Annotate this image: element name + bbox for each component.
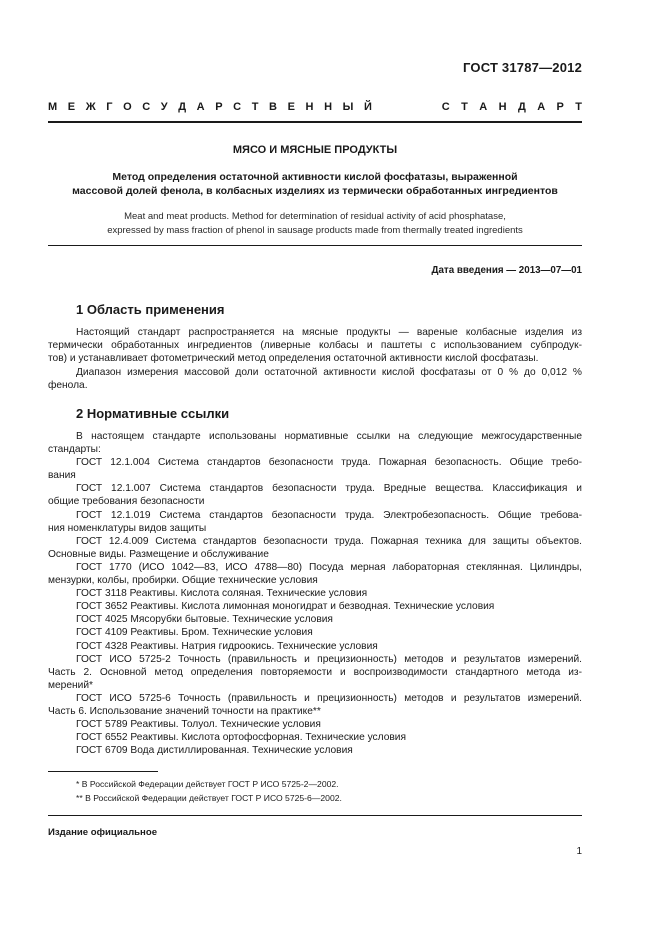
footnote-2: ** В Российской Федерации действует ГОСТ Р ИСО 5725-6—2002.: [76, 793, 342, 803]
banner-letter: Р: [215, 101, 223, 113]
document-code: ГОСТ 31787—2012: [463, 60, 582, 75]
title-rule: [48, 245, 582, 246]
reference-line: ГОСТ 4109 Реактивы. Бром. Технические условия: [76, 627, 313, 639]
section-1-paragraph-1: [48, 326, 582, 366]
banner-letter: С: [233, 101, 242, 113]
banner-letter: С: [142, 101, 151, 113]
reference-line: стандарты:: [48, 444, 101, 456]
banner-letter: О: [123, 101, 132, 113]
banner-letter: М: [48, 101, 58, 113]
header-rule: [48, 121, 582, 123]
reference-line: ГОСТ ИСО 5725-6 Точность (правильность и прецизионность) методов и результатов измерений.: [76, 692, 582, 704]
text-line: тов) и устанавливает фотометрический метод определения остаточной активности кислой фосфатазы.: [48, 353, 539, 365]
banner-letter: В: [269, 101, 277, 113]
banner-letter: Ы: [342, 101, 354, 113]
text-line: Настоящий стандарт распространяется на мясные продукты — вареные колбасные изделия из: [76, 327, 582, 338]
section-1-heading: 1 Область применения: [76, 302, 225, 317]
reference-line: В настоящем стандарте использованы нормативные ссылки на следующие межгосударственные: [76, 431, 582, 442]
reference-line: ГОСТ 12.1.007 Система стандартов безопасности труда. Вредные вещества. Классификация и: [76, 483, 582, 495]
text-line: термически обработанных ингредиентов (ливерные колбасы и паштеты с использованием субпродук-: [48, 340, 582, 352]
reference-line: Часть 2. Основной метод определения повторяемости и воспроизводимости стандартного метода из-: [48, 666, 582, 678]
banner-letter: Й: [363, 101, 372, 113]
reference-line: ГОСТ 6552 Реактивы. Кислота ортофосфорная. Технические условия: [76, 732, 406, 744]
reference-line: Основные виды. Размещение и обслуживание: [48, 548, 269, 560]
footer-rule: [48, 815, 582, 816]
banner-letter: Т: [461, 101, 468, 113]
text-line: Диапазон измерения массовой доли остаточной активности кислой фосфатазы от 0 % до 0,012 %: [76, 367, 582, 378]
reference-line: Часть 6. Использование значений точности на практике**: [48, 705, 321, 717]
reference-line: ГОСТ 4025 Мясорубки бытовые. Технические условия: [76, 614, 333, 626]
banner-letter: У: [160, 101, 168, 113]
banner-letter: Н: [305, 101, 314, 113]
english-title-line: expressed by mass fraction of phenol in sausage products made from thermally treated ingredients: [107, 225, 523, 236]
reference-line: ГОСТ 3652 Реактивы. Кислота лимонная моногидрат и безводная. Технические условия: [76, 601, 495, 613]
banner-letter: Н: [324, 101, 333, 113]
banner-letter: Г: [106, 101, 113, 113]
reference-line: ГОСТ 4328 Реактивы. Натрия гидроокись. Технические условия: [76, 640, 378, 652]
reference-line: ГОСТ 3118 Реактивы. Кислота соляная. Технические условия: [76, 588, 368, 600]
banner-letter: С: [441, 101, 450, 113]
banner-letter: Т: [251, 101, 259, 113]
banner-left: [48, 101, 372, 113]
subtitle-line: Метод определения остаточной активности кислой фосфатазы, выраженной: [112, 171, 518, 183]
reference-line: ГОСТ 12.1.004 Система стандартов безопасности труда. Пожарная безопасность. Общие требо-: [76, 457, 582, 469]
banner-letter: Е: [67, 101, 76, 113]
reference-line: ГОСТ 12.4.009 Система стандартов безопасности труда. Пожарная техника для защиты объектов.: [76, 535, 582, 547]
banner-letter: Н: [498, 101, 507, 113]
reference-line: мерений*: [48, 679, 93, 691]
banner-letter: Д: [178, 101, 187, 113]
reference-line: вания: [48, 470, 76, 482]
banner-letter: Р: [556, 101, 564, 113]
document-title: МЯСО И МЯСНЫЕ ПРОДУКТЫ: [232, 144, 398, 156]
reference-line: общие требования безопасности: [48, 496, 205, 508]
standard-banner: [48, 101, 582, 113]
banner-letter: Д: [517, 101, 526, 113]
english-title: [48, 210, 582, 238]
banner-letter: А: [479, 101, 488, 113]
reference-line: ния номенклатуры видов защиты: [48, 522, 207, 534]
text-line: фенола.: [48, 380, 88, 392]
banner-letter: Ж: [85, 101, 96, 113]
page-number: 1: [576, 846, 582, 857]
edition-note: Издание официальное: [48, 827, 158, 838]
introduction-date: Дата введения — 2013—07—01: [431, 265, 582, 276]
banner-letter: Т: [575, 101, 582, 113]
banner-letter: А: [537, 101, 546, 113]
reference-line: ГОСТ 1770 (ИСО 1042—83, ИСО 4788—80) Посуда мерная лабораторная стеклянная. Цилиндры,: [76, 561, 582, 573]
banner-letter: А: [196, 101, 205, 113]
english-title-line: Meat and meat products. Method for determination of residual activity of acid phosphatase,: [124, 211, 506, 222]
reference-line: ГОСТ 5789 Реактивы. Толуол. Технические условия: [76, 719, 321, 731]
footnote-rule: [48, 771, 158, 772]
section-1-paragraph-2: [48, 366, 582, 392]
footnote-1: * В Российской Федерации действует ГОСТ Р ИСО 5725-2—2002.: [76, 779, 339, 789]
document-subtitle: [48, 170, 582, 198]
reference-line: ГОСТ ИСО 5725-2 Точность (правильность и прецизионность) методов и результатов измерений.: [76, 653, 582, 665]
normative-references-list: [48, 430, 582, 757]
banner-right: [442, 101, 582, 113]
reference-line: ГОСТ 12.1.019 Система стандартов безопасности труда. Электробезопасность. Общие требова-: [76, 509, 582, 521]
section-2-heading: 2 Нормативные ссылки: [76, 406, 230, 421]
reference-line: ГОСТ 6709 Вода дистиллированная. Технические условия: [76, 745, 353, 757]
subtitle-line: массовой долей фенола, в колбасных изделиях из термически обработанных ингредиентов: [72, 185, 558, 197]
banner-letter: Е: [287, 101, 295, 113]
reference-line: мензурки, колбы, пробирки. Общие технические условия: [48, 575, 318, 587]
